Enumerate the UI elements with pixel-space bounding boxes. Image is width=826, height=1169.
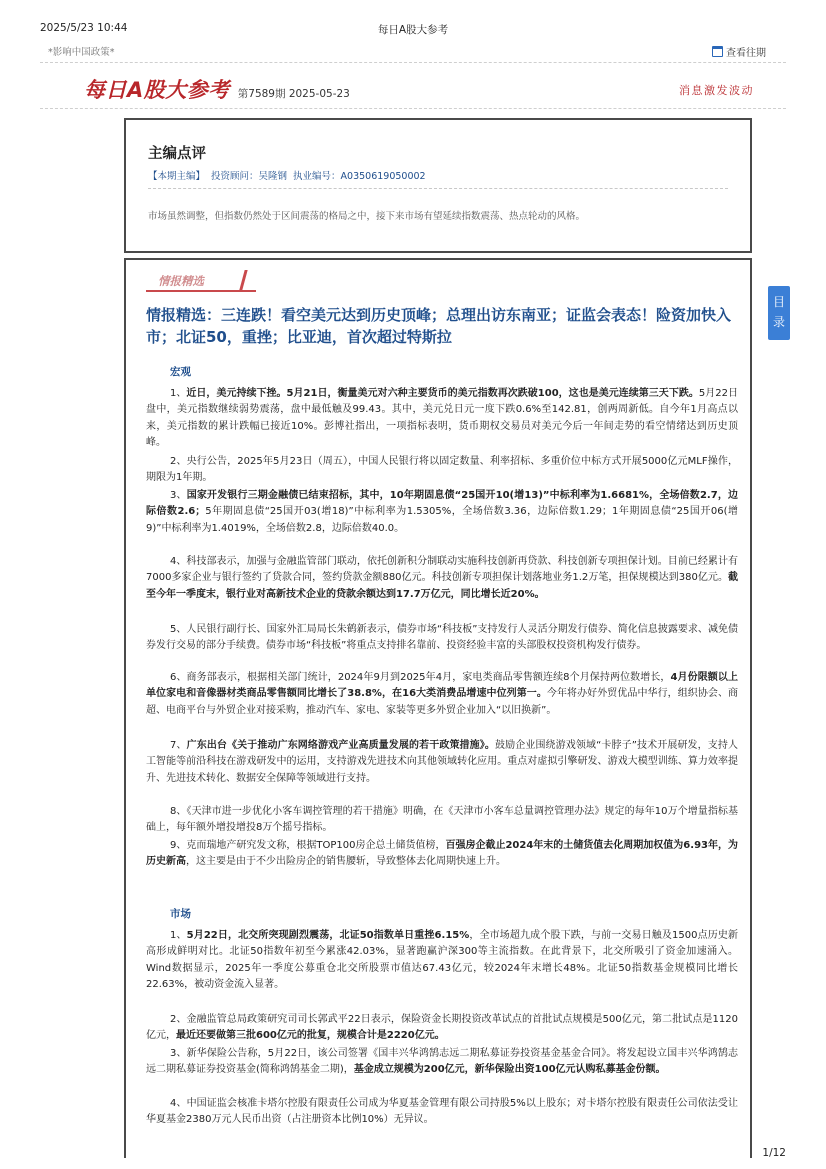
editor-advisor: 投资顾问：吴隆钢 xyxy=(211,171,288,182)
editor-title: 主编点评 xyxy=(148,146,206,162)
editor-meta xyxy=(148,168,432,182)
paragraph: 5、人民银行副行长、国家外汇局局长朱鹤新表示，债券市场“科技板”支持发行人灵活分期发行债券、简化信息披露要求、减免债券发行交易的部分手续费。债券市场“科技板”将重点支持排名靠前、投资经验丰富的头部股权投资机构发行债券。 xyxy=(146,624,738,652)
section-tag-label: 情报精选 xyxy=(158,274,204,288)
brand-header xyxy=(84,74,350,104)
editor-card xyxy=(124,118,752,253)
paragraph: 4、科技部表示，加强与金融监管部门联动，依托创新积分制联动实施科技创新再贷款、科技创新专项担保计划。目前已经累计有7000多家企业与银行签约了贷款合同，签约贷款金额880亿元。科技创新专项担保计划落地业务1.2万笔，担保规模达到380亿元。截至今年一季度末，银行业对高新技术企业的贷款余额达到17.7万亿元，同比增长近20%。 xyxy=(146,556,738,600)
print-title: 每日A股大参考 xyxy=(377,24,449,36)
paragraph: 7、广东出台《关于推动广东网络游戏产业高质量发展的若干政策措施》。鼓励企业围绕游戏领域“卡脖子”技术开展研发，支持人工智能等前沿科技在游戏研发中的运用，支持游戏先进技术向其他领域转化应用。重点对虚拟引擎研发、游戏大模型训练、算力效率提升、先进技术转化、数据安全保障等领域进行支持。 xyxy=(146,740,738,784)
history-label: 查看往期 xyxy=(726,48,766,59)
section-heading-macro: 宏观 xyxy=(170,366,191,378)
editor-comment: 市场虽然调整，但指数仍然处于区间震荡的格局之中，接下来市场有望延续指数震荡、热点轮动的风格。 xyxy=(148,211,586,222)
paragraph: 3、新华保险公告称，5月22日，该公司签署《国丰兴华鸿鹄志远二期私募证券投资基金基金合同》。将发起设立国丰兴华鸿鹄志远二期私募证券投资基金(简称鸿鹄基金二期)，基金成立规模为200亿元，新华保险出资100亿元认购私募基金份额。 xyxy=(146,1048,738,1076)
logo: 每日A股大参考 xyxy=(84,78,230,102)
issue-info: 第7589期 2025-05-23 xyxy=(237,88,350,100)
editor-label: 【本期主编】 xyxy=(148,171,206,182)
tag-slash-icon xyxy=(239,270,247,290)
paragraph: 1、5月22日，北交所突现剧烈震荡，北证50指数单日重挫6.15%，全市场超九成个股下跌，与前一交易日触及1500点历史新高形成鲜明对比。北证50指数年初至今累涨42.03%，显著跑赢沪深300等主流指数。在此背景下，北交所吸引了资金加速涌入。Wind数据显示，2025年一季度公募重仓北交所股票市值达67.43亿元，较2024年末增长48%。北证50指数基金规模同比增长22.63%，被动资金流入显著。 xyxy=(146,930,738,990)
paragraph: 2、金融监管总局政策研究司司长郭武平22日表示，保险资金长期投资改革试点的首批试点规模是500亿元，第二批试点是1120亿元，最近还要做第三批600亿元的批复，规模合计是2220亿元。 xyxy=(146,1014,738,1042)
editor-license: 执业编号：A0350619050002 xyxy=(293,171,426,182)
calendar-icon xyxy=(712,46,723,57)
divider xyxy=(148,188,728,189)
paragraph: 2、央行公告，2025年5月23日（周五），中国人民银行将以固定数量、利率招标、多重价位中标方式开展5000亿元MLF操作，期限为1年期。 xyxy=(146,456,738,484)
paragraph: 1、近日，美元持续下挫。5月21日，衡量美元对六种主要货币的美元指数再次跌破100，这也是美元连续第三天下跌。5月22日盘中，美元指数继续弱势震荡，盘中最低触及99.43。其中，美元兑日元一度下跌0.6%至142.81，创两周新低。自今年1月高点以来，美元指数的累计跌幅已接近10%。彭博社指出，一项指标表明，货币期权交易员对美元今后一年间走势的看空情绪达到历史顶峰。 xyxy=(146,388,739,448)
paragraph: 6、商务部表示，根据相关部门统计，2024年9月到2025年4月，家电类商品零售额连续8个月保持两位数增长，4月份限额以上单位家电和音像器材类商品零售额同比增长了38.8%，在16大类消费品增速中位列第一。今年将办好外贸优品中华行，组织协会、商超、电商平台与外贸企业对接采购，推动汽车、家电、家装等更多外贸企业加入“以旧换新”。 xyxy=(146,672,739,716)
divider xyxy=(40,108,786,109)
paragraph: 9、克而瑞地产研究发文称，根据TOP100房企总土储货值榜，百强房企截止2024年末的土储货值去化周期加权值为6.93年，为历史新高，这主要是由于不少出险房企的销售腰斩，导致整体去化周期快速上升。 xyxy=(146,840,738,868)
top-note: *影响中国政策* xyxy=(48,47,115,58)
toc-tab[interactable]: 目录 xyxy=(768,286,790,340)
article-title: 情报精选：三连跌！看空美元达到历史顶峰；总理出访东南亚；证监会表态！险资加快入市；北证50，重挫；比亚迪，首次超过特斯拉 xyxy=(146,306,732,346)
paragraph: 8、《天津市进一步优化小客车调控管理的若干措施》明确，在《天津市小客车总量调控管理办法》规定的每年10万个增量指标基础上，每年额外增投增投8万个摇号指标。 xyxy=(146,806,738,834)
divider xyxy=(40,62,786,63)
section-heading-market: 市场 xyxy=(170,908,191,920)
paragraph: 4、中国证监会核准卡塔尔控股有限责任公司成为华夏基金管理有限公司持股5%以上股东；对卡塔尔控股有限责任公司依法受让华夏基金2380万元人民币出资（占注册资本比例10%）无异议。 xyxy=(146,1098,738,1126)
history-link[interactable] xyxy=(712,44,766,59)
paragraph: 3、国家开发银行三期金融债已结束招标，其中，10年期固息债“25国开10(增13)”中标利率为1.6681%，全场倍数2.7，边际倍数2.6；5年期固息债“25国开03(增18)”中标利率为1.5305%，全场倍数3.36，边际倍数1.29；1年期固息债“25国开06(增9)”中标利率为1.4019%，全场倍数2.8，边际倍数40.0。 xyxy=(146,490,738,534)
slogan: 消息激发波动 xyxy=(679,84,754,97)
print-datetime: 2025/5/23 10:44 xyxy=(40,22,128,34)
page-number: 1/12 xyxy=(762,1147,786,1159)
article-card xyxy=(124,258,752,1158)
section-tag xyxy=(146,268,256,292)
